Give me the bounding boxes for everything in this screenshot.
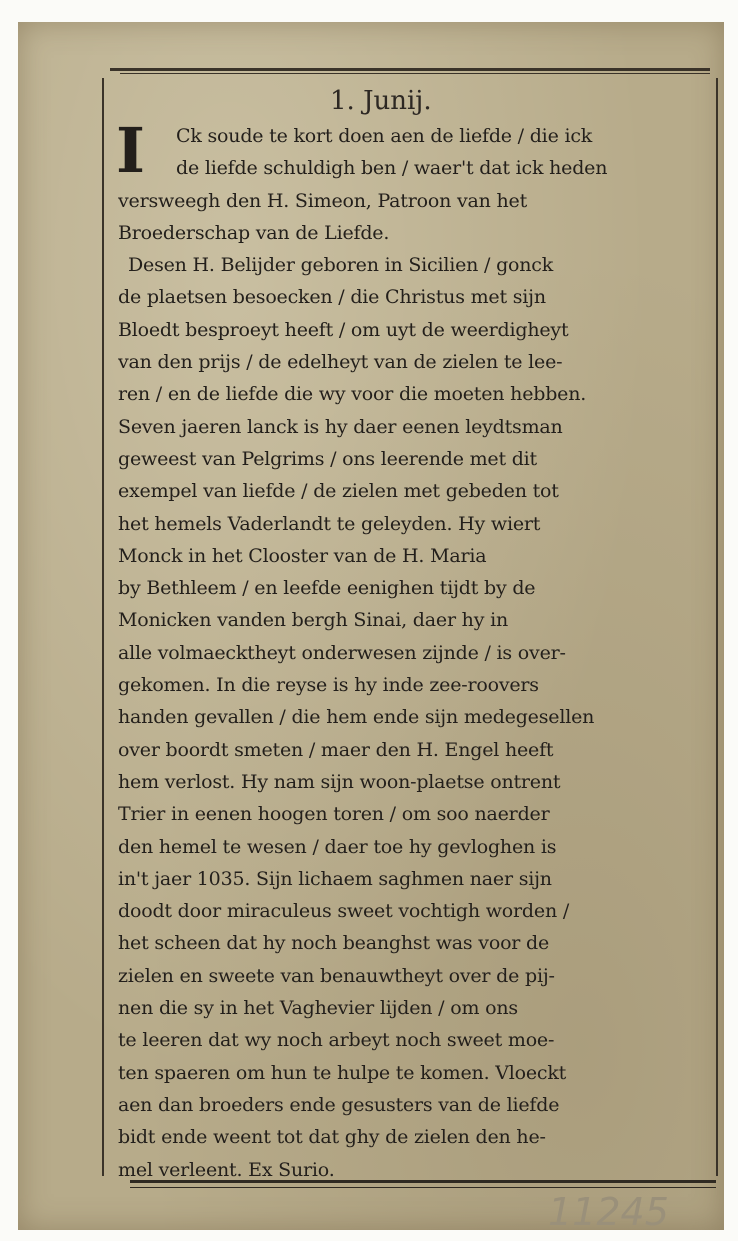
text-line: gekomen. In die reyse is hy inde zee-roovers [118,674,539,697]
drop-cap: I [116,114,146,187]
text-line: over boordt smeten / maer den H. Engel heeft [118,738,554,761]
text-line: exempel van liefde / de zielen met gebeden tot [118,480,559,503]
text-line: Monicken vanden bergh Sinai, daer hy in [118,609,508,632]
top-rule [110,68,710,71]
text-line: aen dan broeders ende gesusters van de liefde [118,1093,560,1116]
bottom-rule [130,1180,716,1183]
body-text [116,114,714,1186]
text-line: alle volmaecktheyt onderwesen zijnde / is over- [118,641,566,664]
page-date: 1. Junij. [330,86,432,116]
text-line: doodt door miraculeus sweet vochtigh worden / [118,900,570,923]
text-line: Seven jaeren lanck is hy daer eenen leydtsman [118,415,563,438]
text-line: handen gevallen / die hem ende sijn medegesellen [118,706,595,729]
text-line: Monck in het Clooster van de H. Maria [118,544,487,567]
text-line: ten spaeren om hun te hulpe te komen. Vloeckt [118,1061,567,1084]
text-line: Desen H. Belijder geboren in Sicilien / gonck [128,254,554,277]
text-line: den hemel te wesen / daer toe hy gevloghen is [118,835,557,858]
text-line: by Bethleem / en leefde eenighen tijdt by de [118,577,536,600]
text-line: Ck soude te kort doen aen de liefde / die ick [176,125,593,147]
text-line: nen die sy in het Vaghevier lijden / om ons [118,997,518,1020]
text-line: hem verlost. Hy nam sijn woon-plaetse ontrent [118,770,561,793]
text-line: Broederschap van de Liefde. [118,221,390,244]
text-line: van den prijs / de edelheyt van de zielen te lee- [118,351,563,374]
text-line: Trier in eenen hoogen toren / om soo naerder [118,803,550,826]
text-line: de liefde schuldigh ben / waer't dat ick heden [176,157,608,180]
text-line: de plaetsen besoecken / die Christus met sijn [118,286,546,309]
text-line: het scheen dat hy noch beanghst was voor de [118,932,550,955]
text-line: Bloedt besproeyt heeft / om uyt de weerdigheyt [118,318,569,341]
text-line: geweest van Pelgrims / ons leerende met dit [118,447,537,470]
top-rule-thin [120,73,710,74]
text-line: het hemels Vaderlandt te geleyden. Hy wiert [118,512,541,535]
text-line: te leeren dat wy noch arbeyt noch sweet moe- [118,1029,555,1052]
text-line: bidt ende weent tot dat ghy de zielen den he- [118,1126,546,1149]
text-line: in't jaer 1035. Sijn lichaem saghmen naer sijn [118,867,552,890]
text-line: mel verleent. Ex Surio. [118,1158,335,1181]
text-line: versweegh den H. Simeon, Patroon van het [118,189,528,212]
text-line: zielen en sweete van benauwtheyt over de pij- [118,964,555,987]
text-line: ren / en de liefde die wy voor die moeten hebben. [118,383,587,406]
bottom-rule-thin [130,1187,716,1188]
handwritten-catalog-number: 11245 [548,1190,669,1234]
